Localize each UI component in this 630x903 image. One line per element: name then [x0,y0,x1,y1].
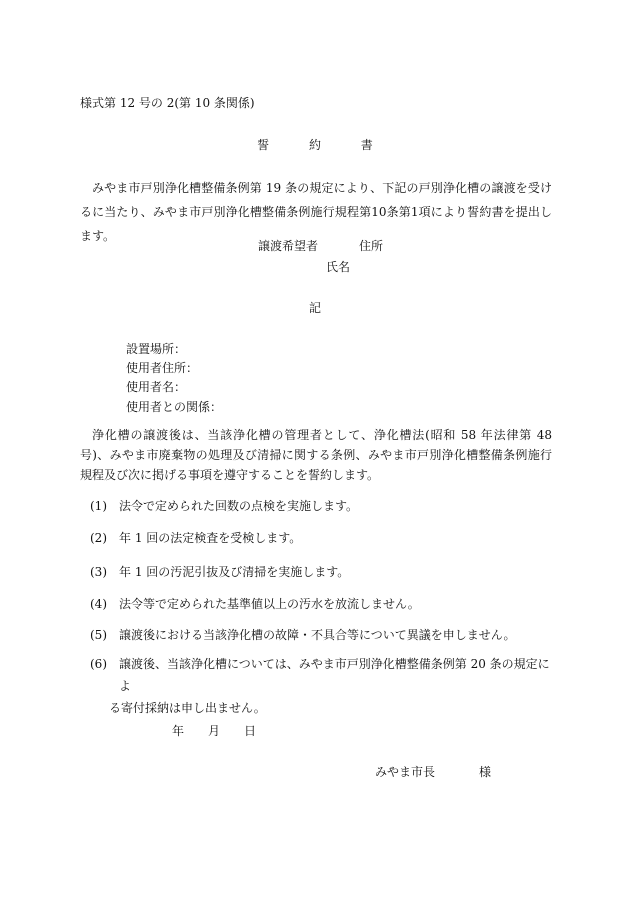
item-text: 法令で定められた回数の点検を実施します。 [119,499,359,513]
list-item [80,593,556,615]
item-text: 譲渡後における当該浄化槽の故障・不具合等について異議を申しません。 [119,628,516,642]
item-text: 法令等で定められた基準値以上の汚水を放流しません。 [119,597,420,611]
form-number: 様式第 12 号の 2(第 10 条関係) [80,96,255,110]
item-number: (3) [90,565,107,579]
relationship-field: 使用者との関係： [126,400,223,414]
item-number: (5) [90,628,107,642]
pledge-paragraph: 浄化槽の譲渡後は、当該浄化槽の管理者として、浄化槽法(昭和 58 年法律第 48 号)、みやま市廃棄物の処理及び清掃に関する条例、みやま市戸別浄化槽整備条例施行規程及び次に掲げる事項を遵守することを誓約します。 [80,428,552,482]
item-text-line1: 譲渡後、当該浄化槽については、みやま市戸別浄化槽整備条例第 20 条の規定によ [119,657,550,693]
install-location-field: 設置場所： [126,342,187,356]
item-text: 年 1 回の汚泥引抜及び清掃を実施します。 [119,565,350,579]
applicant-name-label: 氏名 [326,260,351,274]
document-title: 誓 約 書 [257,138,391,152]
item-number: (1) [90,499,107,513]
item-text: 年 1 回の法定検査を受検します。 [119,531,302,545]
date-year-label: 年 [172,724,185,738]
item-number: (4) [90,597,107,611]
intro-paragraph: みやま市戸別浄化槽整備条例第 19 条の規定により、下記の戸別浄化槽の譲渡を受けるに当たり、みやま市戸別浄化槽整備条例施行規程第10条第1項により誓約書を提出します。 [80,181,552,243]
item-text-line2: る寄付採納は申し出ません。 [109,701,266,715]
ki-heading: 記 [308,301,321,315]
addressee-mayor: みやま市長 [375,765,436,779]
user-address-field: 使用者住所： [126,361,199,375]
applicant-label: 譲渡希望者 [258,239,319,253]
list-item [80,527,556,549]
date-day-label: 日 [244,724,257,738]
addressee-honorific: 様 [479,765,492,779]
list-item [80,653,556,719]
date-month-label: 月 [208,724,221,738]
list-item [80,561,556,583]
list-item [80,624,556,646]
user-name-field: 使用者名： [126,380,187,394]
applicant-address-label: 住所 [359,239,384,253]
list-item [80,495,556,517]
item-number: (6) [90,657,107,671]
item-number: (2) [90,531,107,545]
